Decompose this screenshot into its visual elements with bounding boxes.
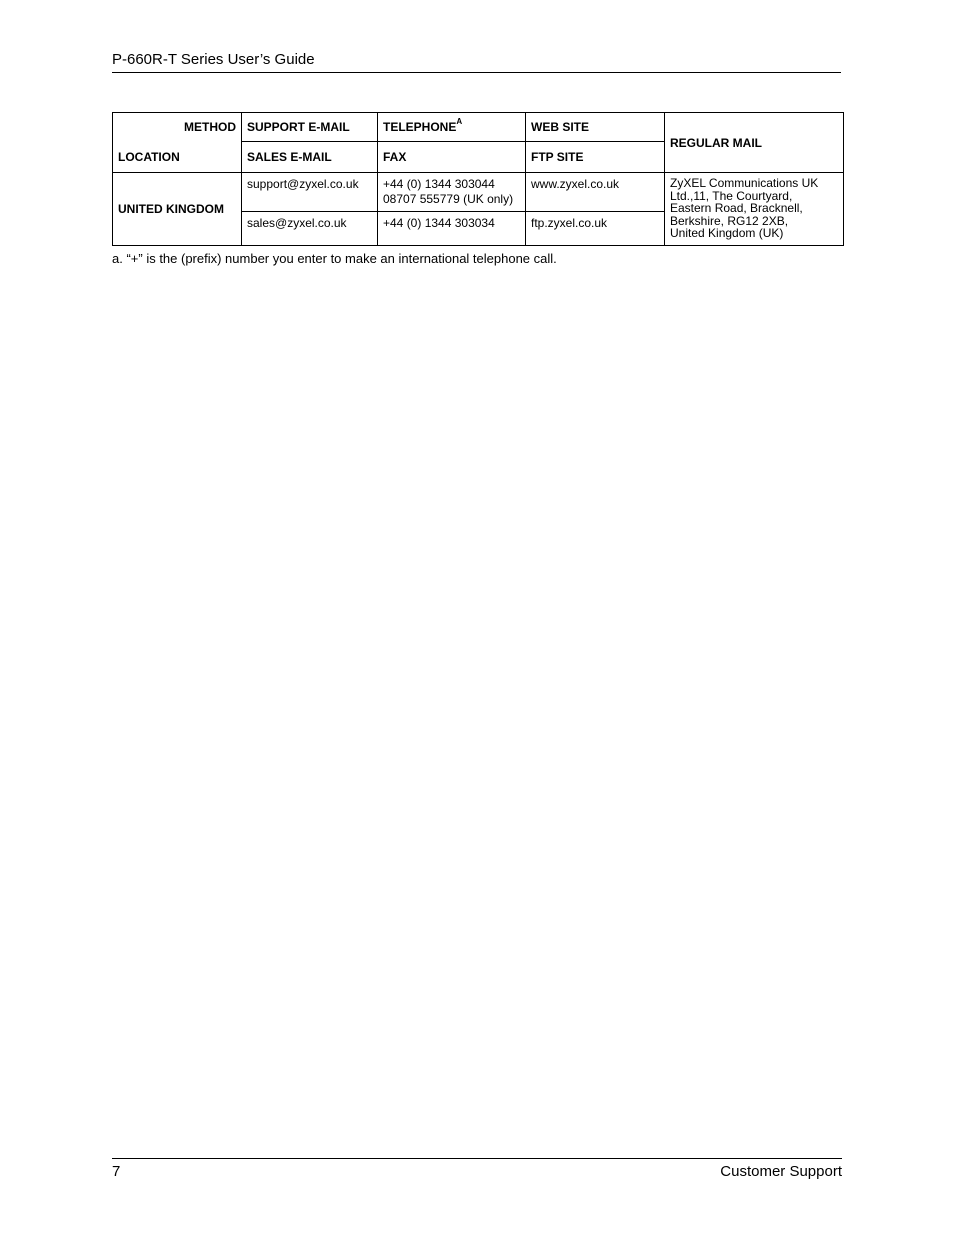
telephone-number: 08707 555779 (UK only) <box>383 192 514 206</box>
fax-header: FAX <box>378 142 526 173</box>
table-footnote: a. “+” is the (prefix) number you enter to make an international telephone call. <box>112 251 557 266</box>
mail-address-line: United Kingdom (UK) <box>670 226 784 240</box>
mail-address-line: Ltd.,11, The Courtyard, <box>670 188 793 203</box>
ftp-site-header: FTP SITE <box>526 142 665 173</box>
location-cell: UNITED KINGDOM <box>113 173 242 246</box>
page-footer <box>112 1158 842 1182</box>
ftp-site-link[interactable]: ftp.zyxel.co.uk <box>526 212 665 246</box>
customer-support-table <box>112 112 844 246</box>
page-header <box>112 50 841 73</box>
document-title: P-660R-T Series User’s Guide <box>112 51 315 68</box>
table-row <box>113 173 844 212</box>
section-title: Customer Support <box>720 1163 842 1180</box>
table-header-row <box>113 113 844 142</box>
mail-address-line: Berkshire, RG12 2XB, <box>670 213 789 228</box>
mail-address-line: Eastern Road, Bracknell, <box>670 201 803 215</box>
method-header: METHOD <box>184 120 236 134</box>
mail-address-line: ZyXEL Communications UK <box>670 176 819 190</box>
support-email-header: SUPPORT E-MAIL <box>242 113 378 142</box>
telephone-cell <box>378 173 526 212</box>
telephone-footnote-marker: A <box>456 117 463 126</box>
sales-email-link[interactable]: sales@zyxel.co.uk <box>242 212 378 246</box>
telephone-number: +44 (0) 1344 303044 <box>383 177 495 191</box>
fax-cell: +44 (0) 1344 303034 <box>378 212 526 246</box>
web-site-link[interactable]: www.zyxel.co.uk <box>526 173 665 212</box>
regular-mail-cell <box>665 173 844 246</box>
location-header: LOCATION <box>118 150 180 164</box>
telephone-header: $TELEPHONE^A$ <box>378 113 526 142</box>
support-email-link[interactable]: support@zyxel.co.uk <box>242 173 378 212</box>
regular-mail-header: REGULAR MAIL <box>665 113 844 173</box>
web-site-header: WEB SITE <box>526 113 665 142</box>
method-location-header <box>113 113 242 173</box>
page-number: 7 <box>112 1163 121 1180</box>
sales-email-header: SALES E-MAIL <box>242 142 378 173</box>
